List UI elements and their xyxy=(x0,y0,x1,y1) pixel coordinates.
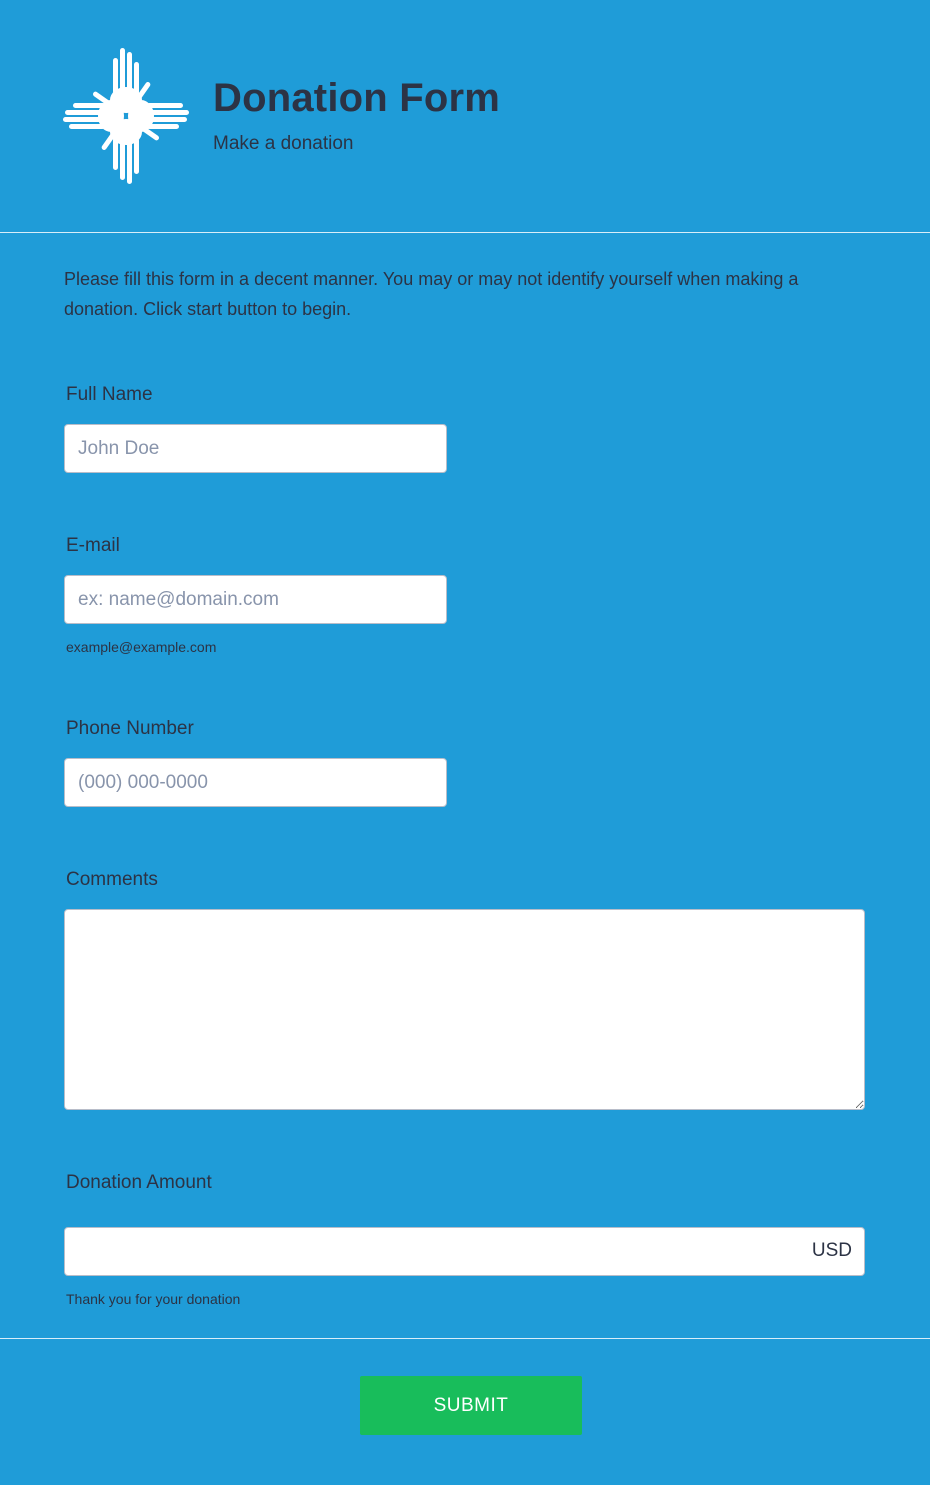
currency-label: USD xyxy=(811,1240,852,1261)
donation-amount-input[interactable] xyxy=(64,1227,865,1276)
phone-label: Phone Number xyxy=(66,718,194,739)
email-label: E-mail xyxy=(66,535,120,556)
donation-amount-label: Donation Amount xyxy=(66,1172,212,1193)
helping-hands-icon xyxy=(63,48,189,184)
footer-divider xyxy=(0,1338,930,1339)
donation-amount-sublabel: Thank you for your donation xyxy=(66,1291,241,1307)
page-title: Donation Form xyxy=(213,76,501,120)
full-name-input[interactable] xyxy=(64,424,447,473)
comments-textarea[interactable] xyxy=(64,909,865,1110)
phone-input[interactable] xyxy=(64,758,447,807)
email-sublabel: example@example.com xyxy=(66,639,217,655)
full-name-label: Full Name xyxy=(66,384,153,405)
comments-label: Comments xyxy=(66,869,158,890)
form-header xyxy=(0,0,930,232)
header-divider xyxy=(0,232,930,233)
form-intro-text: Please fill this form in a decent manner. You may or may not identify yourself when making a donation. Click start button to begin. xyxy=(64,269,799,319)
email-input[interactable] xyxy=(64,575,447,624)
submit-button[interactable]: SUBMIT xyxy=(360,1376,582,1435)
page-subtitle: Make a donation xyxy=(213,133,354,154)
